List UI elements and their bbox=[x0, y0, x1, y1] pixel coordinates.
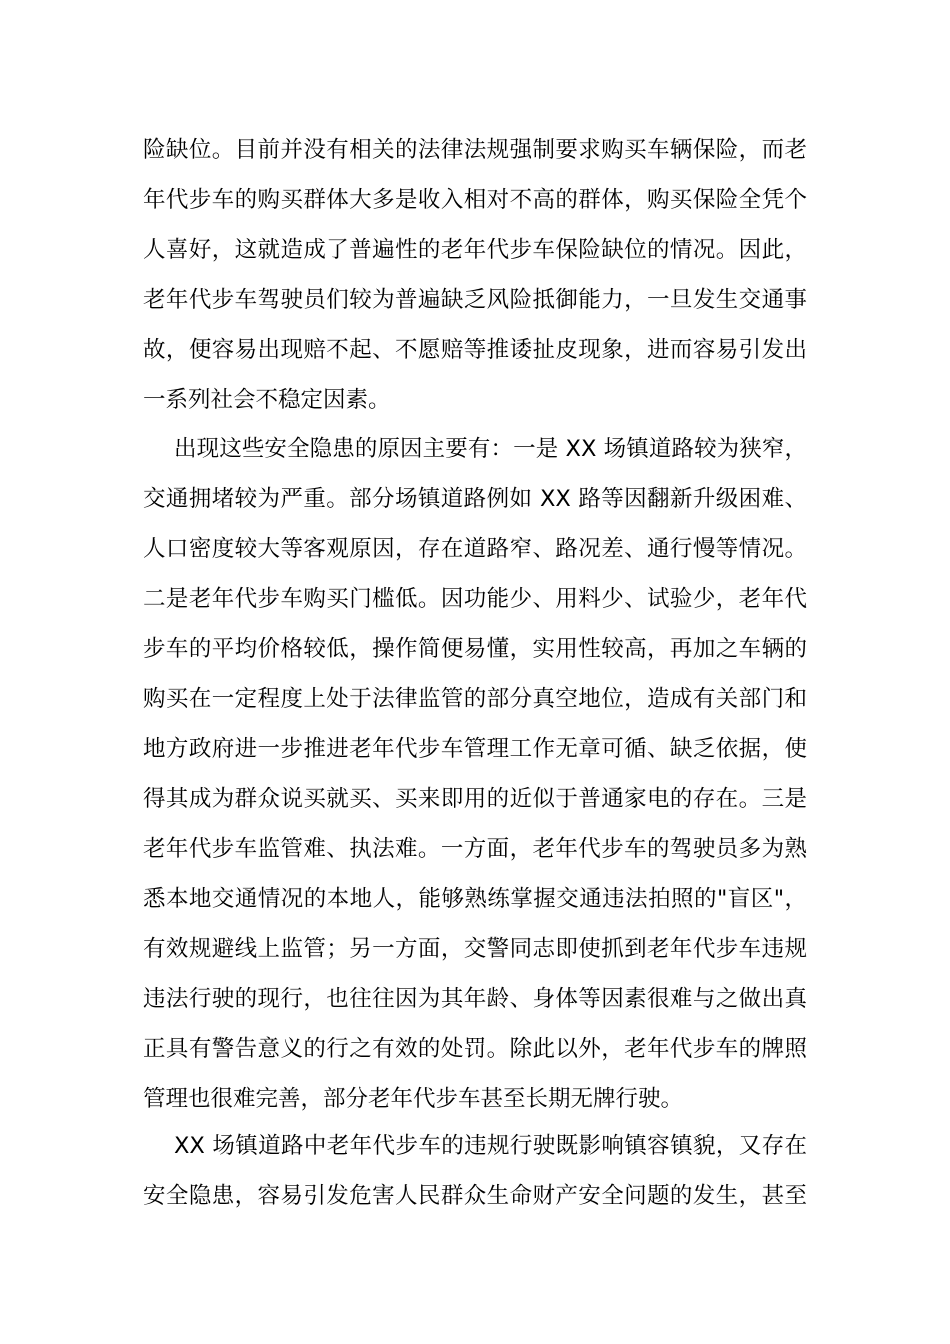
text-line: 管理也很难完善，部分老年代步车甚至长期无牌行驶。 bbox=[143, 1086, 684, 1112]
text-line: 出现这些安全隐患的原因主要有：一是 XX 场镇道路较为狭窄， bbox=[174, 436, 807, 462]
text-line: 老年代步车监管难、执法难。一方面，老年代步车的驾驶员多为熟 bbox=[143, 836, 807, 862]
text-line: 违法行驶的现行，也往往因为其年龄、身体等因素很难与之做出真 bbox=[143, 986, 807, 1012]
text-line: 步车的平均价格较低，操作简便易懂，实用性较高，再加之车辆的 bbox=[143, 636, 807, 662]
text-line: 老年代步车驾驶员们较为普遍缺乏风险抵御能力，一旦发生交通事 bbox=[143, 287, 807, 313]
text-line: 购买在一定程度上处于法律监管的部分真空地位，造成有关部门和 bbox=[143, 686, 807, 712]
text-line: 二是老年代步车购买门槛低。因功能少、用料少、试验少，老年代 bbox=[143, 586, 807, 612]
text-line: 人口密度较大等客观原因，存在道路窄、路况差、通行慢等情况。 bbox=[143, 536, 807, 562]
text-line: 正具有警告意义的行之有效的处罚。除此以外，老年代步车的牌照 bbox=[143, 1036, 807, 1062]
text-line: 交通拥堵较为严重。部分场镇道路例如 XX 路等因翻新升级困难、 bbox=[143, 486, 807, 512]
text-line: 险缺位。目前并没有相关的法律法规强制要求购买车辆保险，而老 bbox=[143, 137, 807, 163]
paragraph-3 bbox=[143, 1121, 807, 1221]
text-line: 故，便容易出现赔不起、不愿赔等推诿扯皮现象，进而容易引发出 bbox=[143, 337, 807, 363]
text-line: 地方政府进一步推进老年代步车管理工作无章可循、缺乏依据，使 bbox=[143, 736, 807, 762]
text-line: 一系列社会不稳定因素。 bbox=[143, 387, 391, 413]
paragraph-1 bbox=[143, 125, 807, 425]
text-line: XX 场镇道路中老年代步车的违规行驶既影响镇容镇貌，又存在 bbox=[174, 1133, 807, 1159]
text-line: 有效规避线上监管；另一方面，交警同志即使抓到老年代步车违规 bbox=[143, 936, 807, 962]
text-line: 安全隐患，容易引发危害人民群众生命财产安全问题的发生，甚至 bbox=[143, 1183, 807, 1209]
text-line: 年代步车的购买群体大多是收入相对不高的群体，购买保险全凭个 bbox=[143, 187, 807, 213]
text-line: 人喜好，这就造成了普遍性的老年代步车保险缺位的情况。因此， bbox=[143, 237, 807, 263]
paragraph-2 bbox=[143, 424, 807, 1124]
text-line: 得其成为群众说买就买、买来即用的近似于普通家电的存在。三是 bbox=[143, 786, 807, 812]
text-line: 悉本地交通情况的本地人，能够熟练掌握交通违法拍照的"盲区"， bbox=[143, 886, 807, 912]
